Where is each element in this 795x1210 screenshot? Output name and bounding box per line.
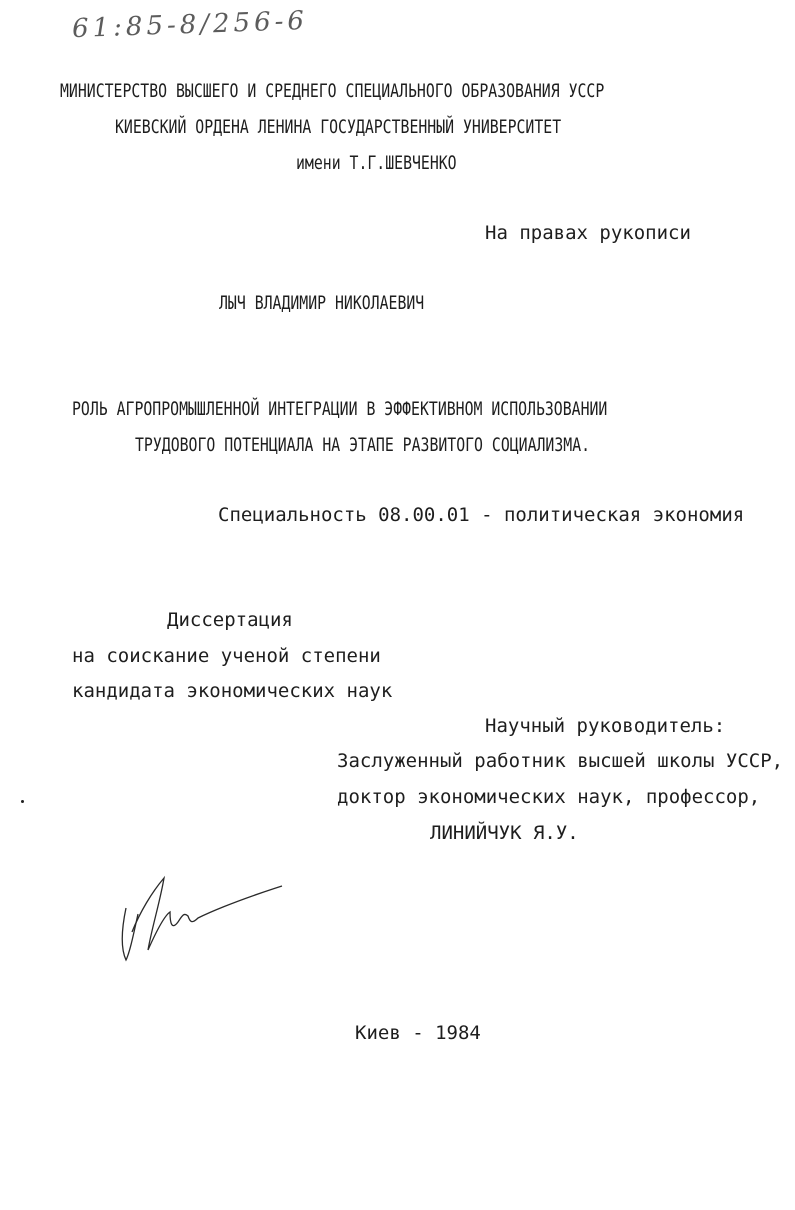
stray-mark [21,800,24,803]
supervisor-heading: Научный руководитель: [485,715,726,737]
university-line: КИЕВСКИЙ ОРДЕНА ЛЕНИНА ГОСУДАРСТВЕННЫЙ УНИВЕРСИТЕТ [115,116,562,138]
archive-number: 61:85-8/256-6 [71,5,309,45]
supervisor-name: ЛИНИЙЧУК Я.У. [430,822,579,844]
supervisor-title: Заслуженный работник высшей школы УССР, [337,750,784,772]
degree-field: кандидата экономических наук [72,680,393,702]
dissertation-label: Диссертация [167,609,293,631]
author-name: ЛЫЧ ВЛАДИМИР НИКОЛАЕВИЧ [219,292,425,314]
manuscript-note: На правах рукописи [485,222,691,244]
city-year: Киев - 1984 [355,1022,481,1044]
ministry-line: МИНИСТЕРСТВО ВЫСШЕГО И СРЕДНЕГО СПЕЦИАЛЬНОГО ОБРАЗОВАНИЯ УССР [60,80,605,102]
title-line-1: РОЛЬ АГРОПРОМЫШЛЕННОЙ ИНТЕГРАЦИИ В ЭФФЕКТИВНОМ ИСПОЛЬЗОВАНИИ [72,398,608,420]
specialty: Специальность 08.00.01 - политическая экономия [218,504,745,526]
supervisor-degree: доктор экономических наук, профессор, [337,786,761,808]
author-signature [112,872,292,972]
named-after-line: имени Т.Г.ШЕВЧЕНКО [296,152,457,174]
degree-line: на соискание ученой степени [72,645,381,667]
title-line-2: ТРУДОВОГО ПОТЕНЦИАЛА НА ЭТАПЕ РАЗВИТОГО СОЦИАЛИЗМА. [135,434,591,456]
